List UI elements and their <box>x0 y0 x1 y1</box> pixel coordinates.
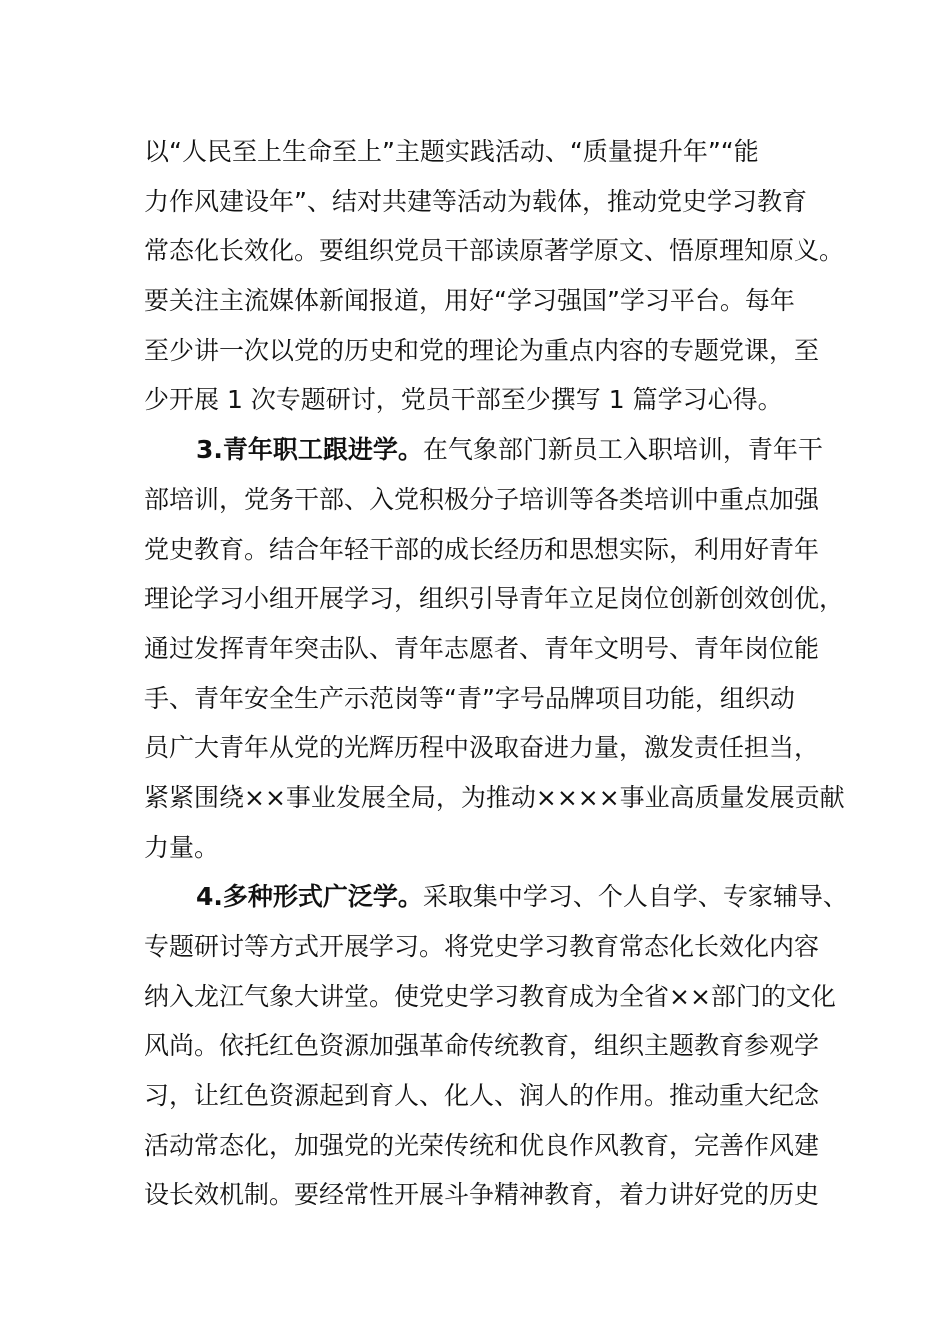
text-line: 员广大青年从党的光辉历程中汲取奋进力量，激发责任担当， <box>144 733 820 763</box>
text-line: 力作风建设年”、结对共建等活动为载体，推动党史学习教育 <box>144 186 807 216</box>
paragraph-2 <box>144 425 845 872</box>
paragraph-1 <box>144 127 845 425</box>
text-line: 要关注主流媒体新闻报道，用好“学习强国”学习平台。每年 <box>144 286 795 316</box>
text-line: 活动常态化，加强党的光荣传统和优良作风教育，完善作风建 <box>144 1130 820 1160</box>
text-line: 至少讲一次以党的历史和党的理论为重点内容的专题党课，至 <box>144 335 820 365</box>
document-body <box>144 127 848 1220</box>
section-heading: 4.多种形式广泛学。 <box>196 882 423 912</box>
paragraph-first-line <box>144 425 823 475</box>
paragraph-3 <box>144 872 848 1220</box>
text-run: 采取集中学习、个人自学、专家辅导、 <box>422 882 848 912</box>
paragraph-first-line <box>144 872 848 922</box>
text-line: 少开展 1 次专题研讨，党员干部至少撰写 1 篇学习心得。 <box>144 385 783 415</box>
text-line: 手、青年安全生产示范岗等“青”字号品牌项目功能，组织动 <box>144 683 795 713</box>
text-line: 纳入龙江气象大讲堂。使党史学习教育成为全省××部门的文化 <box>144 981 836 1011</box>
text-line: 以“人民至上生命至上”主题实践活动、“质量提升年”“能 <box>144 137 759 166</box>
text-line: 设长效机制。要经常性开展斗争精神教育，着力讲好党的历史 <box>144 1180 820 1210</box>
text-run: 在气象部门新员工入职培训，青年干 <box>422 435 823 465</box>
text-line: 党史教育。结合年轻干部的成长经历和思想实际，利用好青年 <box>144 534 820 564</box>
text-line: 风尚。依托红色资源加强革命传统教育，组织主题教育参观学 <box>144 1031 820 1061</box>
text-line: 力量。 <box>144 832 220 862</box>
text-line: 习，让红色资源起到育人、化人、润人的作用。推动重大纪念 <box>144 1081 820 1111</box>
text-line: 紧紧围绕××事业发展全局，为推动××××事业高质量发展贡献 <box>144 782 845 812</box>
text-line: 理论学习小组开展学习，组织引导青年立足岗位创新创效创优， <box>144 584 845 614</box>
text-line: 常态化长效化。要组织党员干部读原著学原文、悟原理知原义。 <box>144 236 845 266</box>
text-line: 部培训，党务干部、入党积极分子培训等各类培训中重点加强 <box>144 484 820 514</box>
text-line: 专题研讨等方式开展学习。将党史学习教育常态化长效化内容 <box>144 932 820 961</box>
section-heading: 3.青年职工跟进学。 <box>196 435 423 465</box>
text-line: 通过发挥青年突击队、青年志愿者、青年文明号、青年岗位能 <box>144 633 820 663</box>
